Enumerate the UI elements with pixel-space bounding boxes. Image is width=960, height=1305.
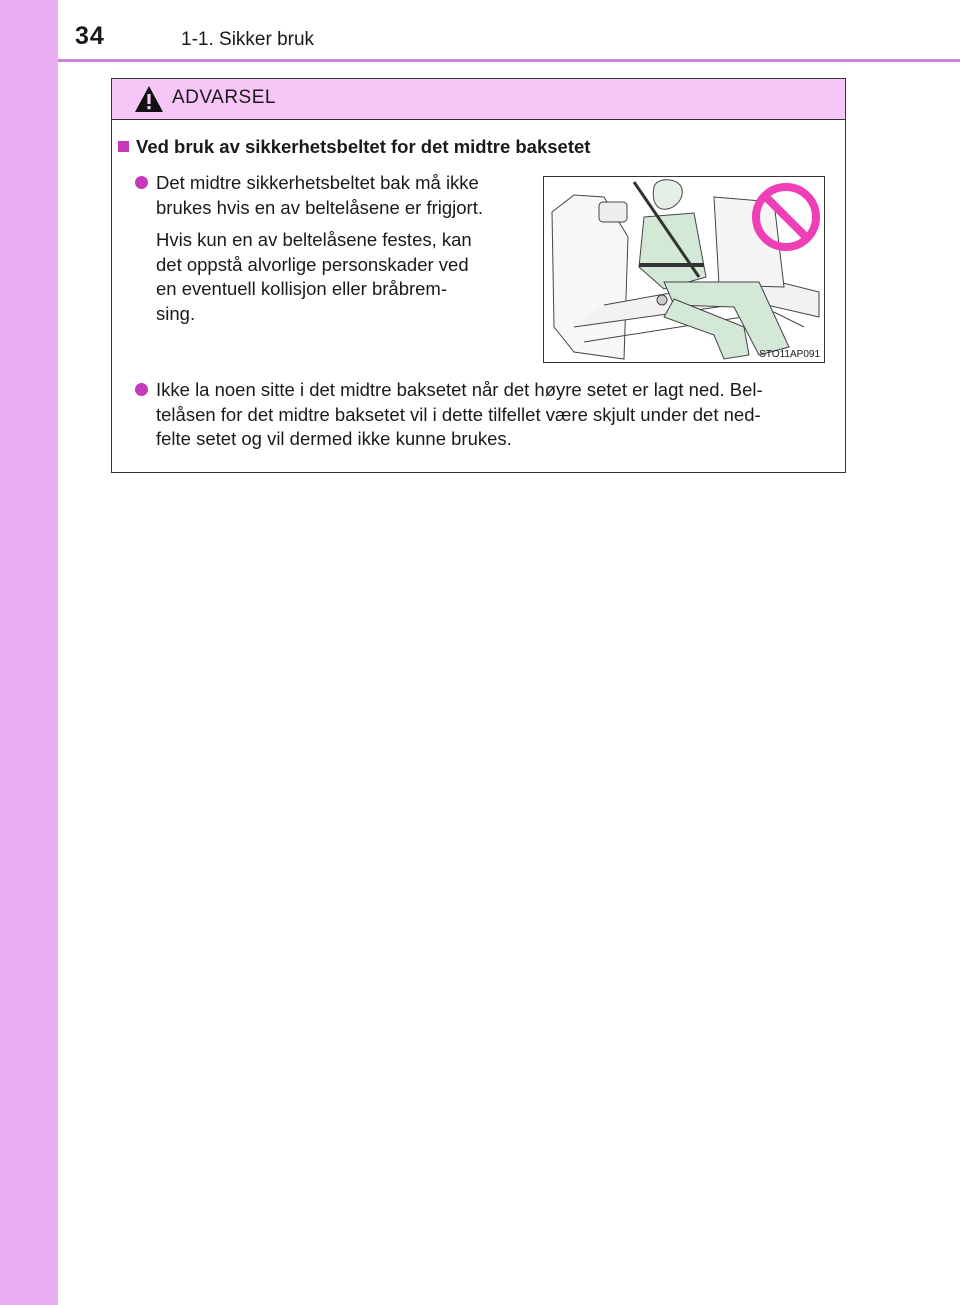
text-line: det oppstå alvorlige personskader ved — [156, 253, 469, 275]
header-divider — [58, 59, 960, 62]
warning-header — [112, 79, 845, 120]
bullet-paragraph — [135, 228, 525, 326]
round-bullet-icon — [135, 383, 148, 396]
side-margin-bar — [0, 0, 58, 1305]
page-number: 34 — [75, 22, 105, 50]
subheading-text: Ved bruk av sikkerhetsbeltet for det midtre baksetet — [136, 136, 591, 157]
text-line: felte setet og vil dermed ikke kunne brukes. — [156, 428, 512, 449]
text-line: Hvis kun en av beltelåsene festes, kan — [156, 229, 472, 250]
text-line: en eventuell kollisjon eller bråbrem- — [156, 278, 448, 299]
warning-triangle-icon — [134, 85, 164, 113]
bullet-item — [135, 378, 845, 452]
warning-box — [111, 78, 846, 473]
warning-subheading — [118, 136, 590, 158]
text-line: sing. — [156, 302, 196, 324]
round-bullet-icon — [135, 176, 148, 189]
prohibited-icon — [750, 181, 822, 253]
text-line: Ikke la noen sitte i det midtre baksetet når det høyre setet er lagt ned. Bel- — [156, 379, 763, 400]
section-title: 1-1. Sikker bruk — [181, 29, 315, 50]
text-line: brukes hvis en av beltelåsene er frigjort. — [156, 196, 484, 218]
bullet-item — [135, 171, 525, 326]
figure-code: STO11AP091 — [759, 349, 820, 360]
warning-title: ADVARSEL — [172, 87, 276, 108]
text-line: telåsen for det midtre baksetet vil i dette tilfellet være skjult under det ned- — [156, 403, 761, 425]
square-bullet-icon — [118, 141, 129, 152]
seatbelt-illustration — [543, 176, 825, 363]
text-line: Det midtre sikkerhetsbeltet bak må ikke — [156, 172, 479, 193]
